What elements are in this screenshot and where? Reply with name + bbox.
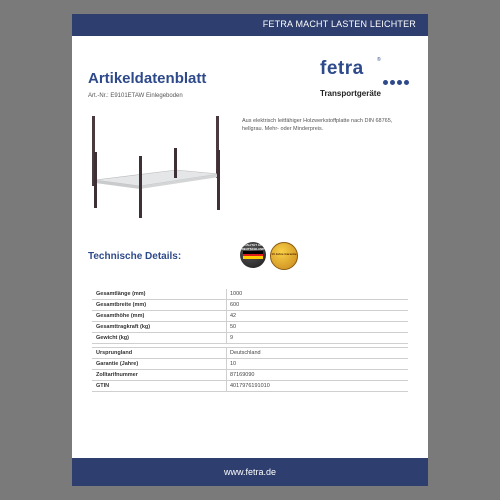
- made-in-germany-badge: [240, 242, 266, 268]
- spec-value: 42: [230, 313, 237, 319]
- logo-registered-mark: ®: [377, 57, 381, 63]
- origin-value: Deutschland: [230, 350, 261, 356]
- shelf-post: [139, 156, 142, 218]
- spec-value: 9: [230, 335, 234, 341]
- logo-dots: [383, 72, 415, 78]
- technical-details-heading: Technische Details:: [88, 251, 182, 262]
- quality-badges: [240, 242, 300, 272]
- spec-label: Gesamtlänge (mm): [96, 291, 146, 297]
- origin-value: 10: [230, 361, 237, 367]
- shelf-post: [174, 148, 177, 178]
- table-row: [92, 381, 408, 392]
- spec-value: 1000: [230, 291, 243, 297]
- footer-bar: [72, 458, 428, 486]
- table-row: [92, 311, 408, 322]
- guarantee-badge-text: 10 Jahre Garantie: [271, 252, 297, 256]
- spec-label: Gesamthöhe (mm): [96, 313, 145, 319]
- origin-label: Zolltarifnummer: [96, 372, 138, 378]
- footer-website-link[interactable]: www.fetra.de: [223, 467, 277, 477]
- origin-label: Ursprungland: [96, 350, 133, 356]
- germany-badge-text: QUALITÄT AUS DEUTSCHLAND: [241, 243, 265, 251]
- spec-label: Gewicht (kg): [96, 335, 130, 341]
- logo-subtitle: Transportgeräte: [320, 89, 381, 98]
- origin-value: 87169090: [230, 372, 255, 378]
- origin-label: Garantie (Jahre): [96, 361, 139, 367]
- shelf-post: [94, 152, 97, 208]
- header-slogan: FETRA MACHT LASTEN LEICHTER: [262, 19, 416, 29]
- table-row: [92, 300, 408, 311]
- table-row: [92, 322, 408, 333]
- datasheet-page: [72, 14, 428, 486]
- header-bar: [72, 14, 428, 36]
- article-number: Art.-Nr.: E9101ETAW Einlegeboden: [88, 93, 183, 99]
- spec-label: Gesamtbreite (mm): [96, 302, 147, 308]
- spec-value: 50: [230, 324, 237, 330]
- german-flag-icon: [243, 251, 263, 259]
- fetra-logo: [320, 58, 416, 102]
- shelf-post: [217, 150, 220, 210]
- specs-table: [92, 289, 408, 392]
- product-description: Aus elektrisch leitfähiger Holzwerkstoffplatte nach DIN 68765, hellgrau. Mehr- oder Minderpreis.: [242, 118, 393, 132]
- spec-label: Gesamttragkraft (kg): [96, 324, 151, 330]
- product-image: [88, 112, 228, 222]
- table-row: [92, 333, 408, 344]
- table-row: [92, 289, 408, 300]
- logo-wordmark: fetra: [320, 58, 364, 79]
- origin-value: 4017976191010: [230, 383, 270, 389]
- table-row: [92, 370, 408, 381]
- page-title: Artikeldatenblatt: [88, 70, 207, 87]
- spec-value: 600: [230, 302, 240, 308]
- origin-label: GTIN: [96, 383, 110, 389]
- guarantee-badge: [270, 242, 298, 270]
- table-row: [92, 347, 408, 359]
- table-row: [92, 359, 408, 370]
